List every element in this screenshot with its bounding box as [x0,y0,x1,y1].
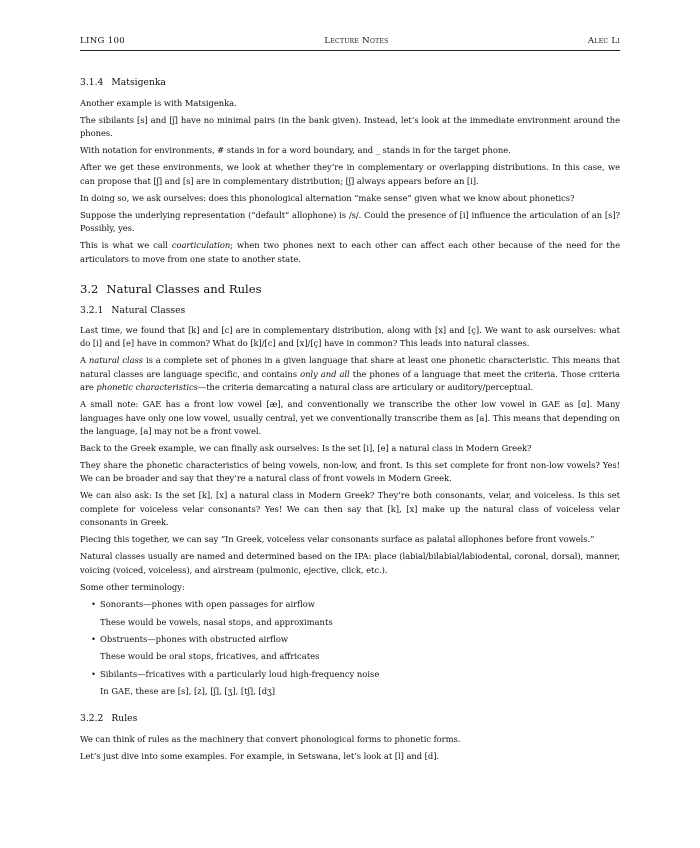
section-title: Natural Classes and Rules [106,282,262,297]
subsection-number: 3.2.1 [80,305,104,317]
term-definition: Obstruents—phones with obstructed airflow [100,633,289,644]
list-item [91,633,620,664]
header-author: Alec Li [587,36,620,46]
term-examples: These would be oral stops, fricatives, and affricates [100,651,320,662]
bullet: • [91,668,96,679]
term-only-and-all: only and all [300,368,350,379]
term-coarticulation: coarticulation [171,240,231,251]
term-examples: In GAE, these are [s], [z], [ʃ], [ʒ], [tʃ], [dʒ] [100,686,276,697]
bullet: • [91,599,96,610]
term-definition: Sonorants—phones with open passages for airflow [100,599,315,610]
paragraph: Back to the Greek example, we can finally ask ourselves: Is the set [i], [e] a natural class in Modern Greek? [80,443,532,454]
paragraph [80,354,620,394]
paragraph: We can think of rules as the machinery that convert phonological forms to phonetic forms. [80,733,461,744]
header-course: LING 100 [80,36,126,46]
paragraph: In doing so, we ask ourselves: does this phonological alternation “make sense” given what we know about phonetics? [80,192,575,203]
term-examples: These would be vowels, nasal stops, and approximants [100,616,333,627]
subsection-title: Rules [111,712,138,724]
subsection-title: Natural Classes [111,305,186,317]
paragraph: Natural classes usually are named and determined based on the IPA: place (labial/bilabial/labiodental, coronal, dorsal), manner, voicing (voiced, voiceless), and airstream (pulmonic, ejective, click, etc.). [80,551,620,575]
paragraph: Another example is with Matsigenka. [80,98,237,108]
term-definition: Sibilants—fricatives with a particularly loud high-frequency noise [100,668,380,679]
text-run: the phones of a language that meet the criteria. Those criteria are [80,368,620,393]
subsection-heading-3-2-2 [80,713,620,724]
paragraph: We can also ask: Is the set [k], [x] a natural class in Modern Greek? They’re both consonants, velar, and voiceless. Is this set complete for voiceless velar consonants? Yes! We can then say that [k], [x] make up the natural class of voiceless velar consonants in Greek. [80,490,620,528]
subsection-heading-3-2-1 [80,305,620,316]
paragraph: They share the phonetic characteristics of being vowels, non-low, and front. Is this set complete for front non-low vowels? Yes! We can be broader and say that they’re a natural class of front vowels in Modern Greek. [80,460,620,484]
paragraph: After we get these environments, we look at whether they’re in complementary or overlapping distributions. In this case, we can propose that [ʃ] and [s] are in complementary distribution; [ʃ] always appears before an [i]. [80,162,620,186]
bullet: • [91,633,96,644]
section-number: 3.2 [80,282,99,297]
list-item [91,668,620,699]
subsection-number: 3.1.4 [80,77,104,88]
paragraph [80,239,620,266]
paragraph: Let’s just dive into some examples. For example, in Setswana, let’s look at [l] and [d]. [80,750,440,761]
paragraph: Last time, we found that [k] and [c] are in complementary distribution, along with [x] and [ç]. We want to ask ourselves: what do [i] and [e] have in common? What do [k]/[c] and [x]/[ç] have in common? This leads into natural classes. [80,325,620,349]
text-run: —the criteria demarcating a natural class are articulary or auditory/perceptual. [197,382,534,393]
header-title: Lecture Notes [324,36,389,46]
paragraph: Suppose the underlying representation (“default” allophone) is /s/. Could the presence of [i] influence the articulation of an [s]? Possibly, yes. [80,209,620,234]
subsection-heading-3-1-4 [80,77,620,88]
text-run: is a complete set of phones in a given language that share at least one phonetic characteristic. This means that natural classes are language specific, and contains [80,355,620,379]
running-header [80,36,620,51]
text-run: ; when two phones next to each other can affect each other because of the need for the articulators to move from one state to another state. [80,240,621,264]
list-item [91,598,620,629]
paragraph: A small note: GAE has a front low vowel [æ], and conventionally we transcribe the other low vowel in GAE as [ɑ]. Many languages have only one low vowel, usually central, yet we conventionally transcribe them as [a]. This means that depending on the language, [a] may not be a front vowel. [80,399,620,437]
subsection-number: 3.2.2 [80,712,104,724]
term-phonetic-characteristics: phonetic characteristics [96,382,198,393]
subsection-title: Matsigenka [111,77,166,88]
terminology-list [80,598,620,698]
paragraph: Some other terminology: [80,581,185,592]
paragraph: The sibilants [s] and [ʃ] have no minimal pairs (in the bank given). Instead, let’s look at the immediate environment around the phones. [80,115,620,139]
paragraph: With notation for environments, # stands in for a word boundary, and _ stands in for the target phone. [80,145,511,156]
section-heading-3-2 [80,282,620,296]
text-run: This is what we call [80,240,172,251]
term-natural-class: natural class [88,355,144,366]
paragraph: Piecing this together, we can say “In Greek, voiceless velar consonants surface as palatal allophones before front vowels.” [80,534,595,545]
page [80,36,620,763]
text-run: A [80,355,89,366]
